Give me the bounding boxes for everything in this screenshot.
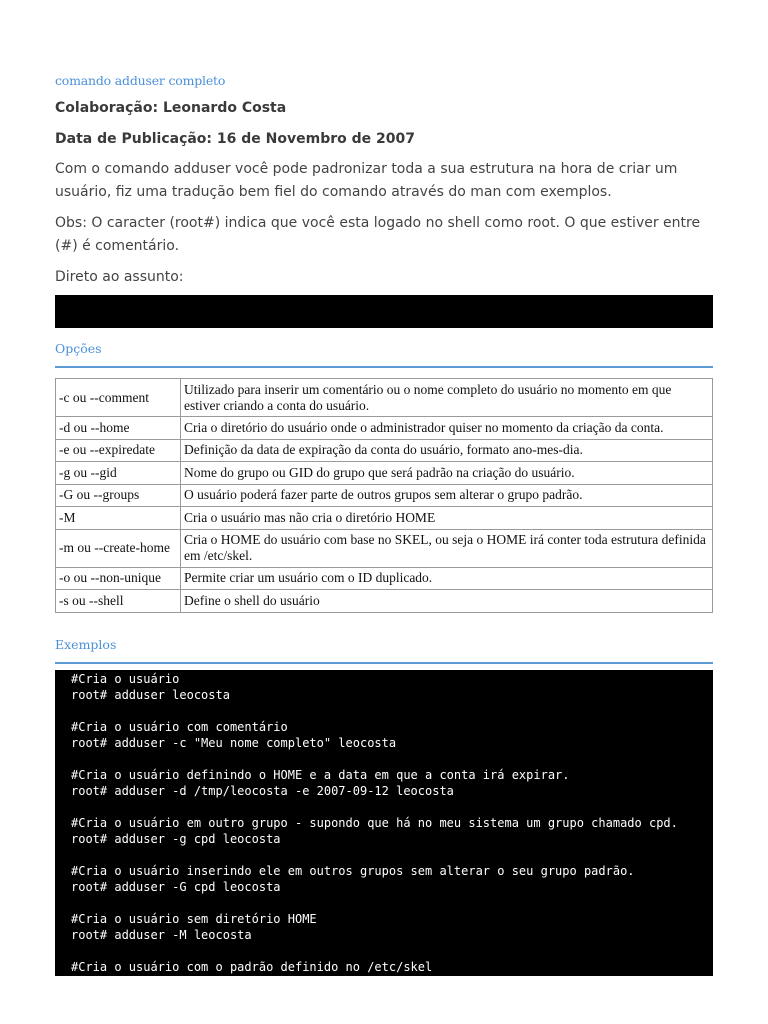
code-line: root# adduser -G cpd leocosta (71, 879, 281, 894)
option-flag: -m ou --create-home (56, 529, 181, 567)
option-flag: -g ou --gid (56, 462, 181, 485)
code-line (71, 327, 713, 328)
direct-to-point-label: Direto ao assunto: (55, 269, 184, 285)
examples-code-block (55, 670, 713, 976)
option-flag: -G ou --groups (56, 484, 181, 507)
option-description: O usuário poderá fazer parte de outros grupos sem alterar o grupo padrão. (181, 484, 713, 507)
code-line (71, 847, 713, 863)
code-line (71, 799, 713, 815)
table-row (56, 417, 713, 440)
option-description: Cria o HOME do usuário com base no SKEL, ou seja o HOME irá conter toda estrutura definida em /etc/skel. (181, 529, 713, 567)
code-line: root# adduser -d /tmp/leocosta -e 2007-09-12 leocosta (71, 783, 454, 798)
code-line (71, 751, 713, 767)
table-row (56, 379, 713, 417)
table-row (56, 529, 713, 567)
document-page (55, 62, 713, 976)
table-row (56, 462, 713, 485)
option-description: Define o shell do usuário (181, 590, 713, 613)
code-line: #Cria o usuário sem diretório HOME (71, 911, 317, 926)
code-line: #Cria o usuário com comentário (71, 719, 288, 734)
code-line (71, 895, 713, 911)
examples-heading: Exemplos (55, 636, 713, 664)
option-flag: -M (56, 507, 181, 530)
obs-paragraph: Obs: O caracter (root#) indica que você esta logado no shell como root. O que estiver entre (#) é comentário. (55, 215, 701, 254)
code-line (71, 703, 713, 719)
table-row (56, 507, 713, 530)
table-row (56, 590, 713, 613)
code-line (71, 943, 713, 959)
option-description: Cria o usuário mas não cria o diretório HOME (181, 507, 713, 530)
option-flag: -d ou --home (56, 417, 181, 440)
document-title-link[interactable]: comando adduser completo (55, 73, 226, 88)
syntax-code-block (55, 295, 713, 328)
option-flag: -o ou --non-unique (56, 567, 181, 590)
options-table (55, 378, 713, 613)
intro-paragraph: Com o comando adduser você pode padronizar toda a sua estrutura na hora de criar um usuário, fiz uma tradução bem fiel do comando através do man com exemplos. (55, 161, 678, 200)
code-line: root# adduser -M leocosta (71, 927, 252, 942)
code-line: #Cria o usuário com o padrão definido no /etc/skel (71, 959, 433, 974)
table-row (56, 567, 713, 590)
code-line: root# adduser leocosta (71, 687, 230, 702)
option-flag: -e ou --expiredate (56, 439, 181, 462)
table-row (56, 439, 713, 462)
option-description: Permite criar um usuário com o ID duplicado. (181, 567, 713, 590)
option-description: Definição da data de expiração da conta do usuário, formato ano-mes-dia. (181, 439, 713, 462)
code-line: #Cria o usuário em outro grupo - supondo que há no meu sistema um grupo chamado cpd. (71, 815, 678, 830)
code-line: root# adduser -g cpd leocosta (71, 831, 281, 846)
code-line: #Cria o usuário (71, 671, 180, 686)
code-line: root# adduser -c "Meu nome completo" leocosta (71, 735, 397, 750)
option-flag: -c ou --comment (56, 379, 181, 417)
author-line: Colaboração: Leonardo Costa (55, 100, 287, 116)
code-line: #Cria o usuário inserindo ele em outros grupos sem alterar o seu grupo padrão. (71, 863, 635, 878)
option-flag: -s ou --shell (56, 590, 181, 613)
option-description: Utilizado para inserir um comentário ou o nome completo do usuário no momento em que estiver criando a conta do usuário. (181, 379, 713, 417)
code-line: #Cria o usuário definindo o HOME e a data em que a conta irá expirar. (71, 767, 570, 782)
options-heading: Opções (55, 340, 713, 368)
option-description: Cria o diretório do usuário onde o administrador quiser no momento da criação da conta. (181, 417, 713, 440)
table-row (56, 484, 713, 507)
publication-date: Data de Publicação: 16 de Novembro de 2007 (55, 131, 415, 147)
option-description: Nome do grupo ou GID do grupo que será padrão na criação do usuário. (181, 462, 713, 485)
